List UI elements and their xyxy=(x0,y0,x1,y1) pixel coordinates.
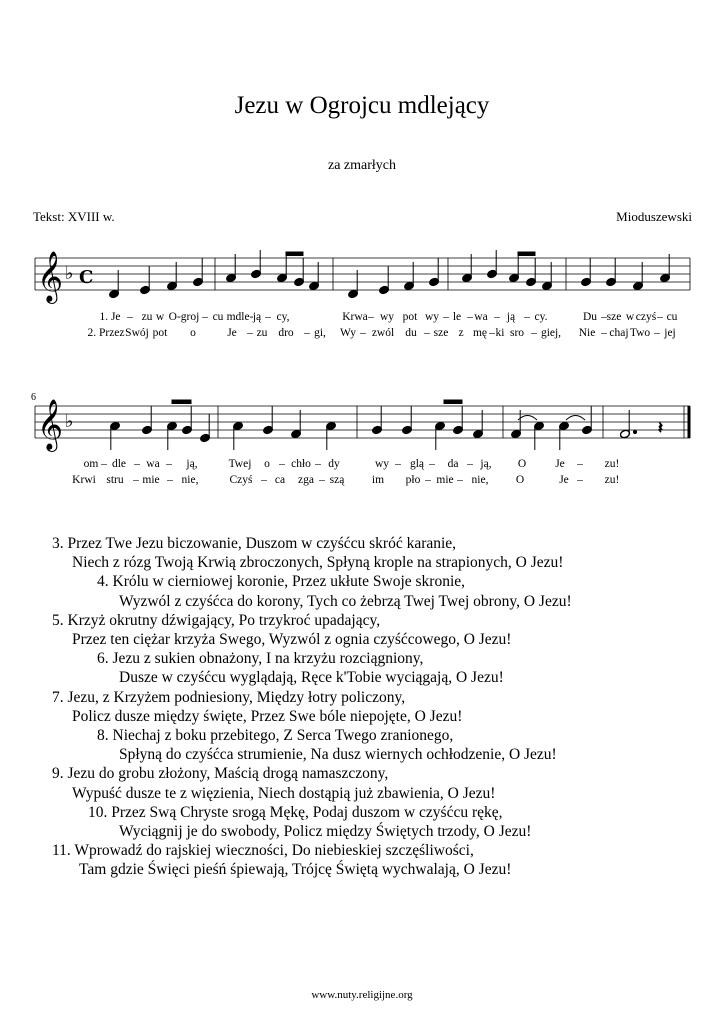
lyric-syllable: o xyxy=(190,327,196,339)
note-head xyxy=(526,277,537,287)
lyric-syllable: sze xyxy=(433,327,449,339)
lyric-syllable: wa xyxy=(474,311,488,323)
lyric-syllable: – xyxy=(467,311,473,323)
lyric-syllable: Twej xyxy=(228,458,252,470)
note-head xyxy=(559,421,570,431)
lyric-syllable: – xyxy=(524,311,530,323)
note-head xyxy=(291,429,302,439)
lyric-syllable: pot xyxy=(152,327,168,339)
lyric-syllable: – xyxy=(166,458,172,470)
lyric-syllable: – xyxy=(531,327,537,339)
lyric-syllable: dle xyxy=(111,458,127,470)
note-head xyxy=(402,425,413,435)
lyric-syllable: Krwi xyxy=(72,474,96,486)
verse-line: Dusze w czyśćcu wyglądają, Ręce k'Tobie wyciągają, O Jezu! xyxy=(119,669,504,687)
verse-line: Przez ten ciężar krzyża Swego, Wyzwól z ognia czyśćcowego, O Jezu! xyxy=(72,631,512,648)
lyric-syllable: zu! xyxy=(604,458,620,470)
svg-text:C: C xyxy=(79,267,94,288)
lyric-syllable: stru xyxy=(106,474,124,486)
verse-line: 5. Krzyż okrutny dźwigający, Po trzykroć upadający, xyxy=(52,611,381,629)
composer-credit: Mioduszewski xyxy=(616,209,692,224)
lyric-syllable: gi, xyxy=(314,327,326,339)
lyric-syllable: zwól xyxy=(371,327,395,339)
song-title: Jezu w Ogrojcu mdlejący xyxy=(234,92,490,119)
lyric-syllable: du xyxy=(405,327,417,339)
svg-text:♭: ♭ xyxy=(65,263,74,284)
note-head xyxy=(379,285,390,295)
svg-text:𝄽: 𝄽 xyxy=(658,420,663,437)
song-subtitle: za zmarłych xyxy=(327,158,396,173)
lyric-syllable: wy xyxy=(424,311,440,323)
lyric-syllable: 1. Je xyxy=(99,311,121,323)
lyric-syllable: im xyxy=(371,474,385,486)
lyric-syllable: pło xyxy=(405,474,421,486)
lyric-syllable: szą xyxy=(329,474,345,486)
lyric-syllable: mdle- xyxy=(226,311,254,323)
lyric-syllable: – xyxy=(133,474,139,486)
verse-line: 7. Jezu, z Krzyżem podniesiony, Między łotry policzony, xyxy=(52,688,406,706)
verse-line: 8. Niechaj z boku przebitego, Z Serca Twego zranionego, xyxy=(97,727,454,744)
verse-line: 3. Przez Twe Jezu biczowanie, Duszom w czyśćcu skróć karanie, xyxy=(52,535,457,552)
lyric-syllable: – xyxy=(395,458,401,470)
note-head xyxy=(511,429,522,439)
note-head xyxy=(487,269,498,279)
text-credit: Tekst: XVIII w. xyxy=(33,209,115,224)
lyric-syllable: z xyxy=(458,327,464,339)
lyric-syllable: cu xyxy=(666,311,678,323)
note-beam xyxy=(444,400,462,404)
note-head xyxy=(473,429,484,439)
note-head xyxy=(404,281,415,291)
note-head xyxy=(435,421,446,431)
lyric-syllable: jej xyxy=(664,327,676,339)
note-head xyxy=(372,425,383,435)
note-head xyxy=(429,277,440,287)
note-head xyxy=(233,421,244,431)
lyric-syllable: – xyxy=(467,458,473,470)
verse-line: Niech z rózg Twoją Krwią zbroczonych, Spłyną krople na strapionych, O Jezu! xyxy=(72,554,564,572)
verse-line: Policz dusze między święte, Przez Swe bóle niepojęte, O Jezu! xyxy=(72,707,463,725)
note-head xyxy=(142,425,153,435)
lyric-syllable: – xyxy=(167,474,173,486)
slur xyxy=(518,416,537,421)
lyric-syllable: Je xyxy=(559,474,569,486)
verse-line: 4. Królu w cierniowej koronie, Przez ukłute Swoje skronie, xyxy=(97,573,466,591)
lyric-syllable: – xyxy=(425,474,431,486)
lyric-syllable: mie xyxy=(142,474,160,486)
lyric-syllable: – xyxy=(315,458,321,470)
lyric-syllable: – xyxy=(494,311,500,323)
lyric-syllable: da xyxy=(447,458,459,470)
note-head xyxy=(167,421,178,431)
note-head xyxy=(509,273,520,283)
note-head xyxy=(660,273,671,283)
lyric-syllable: – xyxy=(429,458,435,470)
verse-line: Spłyną do czyśćca strumienie, Na dusz wiernych ochłodzenie, O Jezu! xyxy=(119,746,557,764)
note-head xyxy=(633,281,644,291)
lyric-syllable: O xyxy=(515,474,525,486)
lyric-syllable: ją xyxy=(506,311,516,323)
lyric-syllable: wa xyxy=(146,458,160,470)
lyric-syllable: giej, xyxy=(540,327,562,339)
note-head xyxy=(534,421,545,431)
lyric-syllable: – xyxy=(457,474,463,486)
note-head xyxy=(182,425,193,435)
lyric-syllable: Swój xyxy=(125,327,149,339)
lyric-syllable: – xyxy=(443,311,449,323)
verse-line: Tam gdzie Święci pieśń śpiewają, Trójcę Świętą wychwalają, O Jezu! xyxy=(79,861,512,879)
svg-text:𝄞: 𝄞 xyxy=(37,399,64,450)
lyric-syllable: Czyś xyxy=(229,474,253,486)
lyric-syllable: sro xyxy=(509,327,525,339)
lyric-syllable: Wy xyxy=(340,327,356,339)
lyric-syllable: – xyxy=(601,311,607,323)
note-head xyxy=(620,429,631,439)
lyric-syllable: – xyxy=(127,311,133,323)
lyric-syllable: – xyxy=(360,327,366,339)
slur xyxy=(566,416,585,421)
note-beam xyxy=(172,400,191,404)
lyric-syllable: mie xyxy=(436,474,454,486)
lyric-syllable: Krwa xyxy=(342,311,368,323)
lyric-syllable: sze xyxy=(606,311,622,323)
lyric-syllable: – xyxy=(424,327,430,339)
lyric-syllable: – xyxy=(304,327,310,339)
lyric-syllable: – xyxy=(265,311,271,323)
lyric-syllable: – xyxy=(279,458,285,470)
verse-line: 10. Przez Swą Chryste srogą Mękę, Podaj duszom w czyśćcu rękę, xyxy=(88,803,503,821)
note-beam xyxy=(286,252,303,256)
lyric-syllable: Two xyxy=(629,327,651,339)
note-head xyxy=(277,273,288,283)
lyric-syllable: wy xyxy=(374,458,390,470)
lyric-syllable: le xyxy=(452,311,462,323)
lyric-syllable: Je xyxy=(555,458,565,470)
lyric-syllable: ją, xyxy=(480,458,492,470)
verse-line: 9. Jezu do grobu złożony, Maścią drogą namaszczony, xyxy=(52,765,389,783)
lyric-syllable: zu! xyxy=(604,474,620,486)
lyric-syllable: – xyxy=(657,311,663,323)
note-head xyxy=(193,277,204,287)
lyric-syllable: – xyxy=(202,311,208,323)
lyric-syllable: – xyxy=(577,458,583,470)
lyric-syllable: cu xyxy=(212,311,224,323)
lyric-syllable: dro xyxy=(278,327,294,339)
lyric-syllable: ją xyxy=(252,311,262,323)
note-head xyxy=(581,277,592,287)
lyric-syllable: mę xyxy=(472,327,488,339)
lyric-syllable: – xyxy=(261,474,267,486)
lyric-syllable: zu xyxy=(256,327,268,339)
note-head xyxy=(109,289,120,299)
lyric-syllable: nie, xyxy=(181,474,199,486)
measure-number: 6 xyxy=(31,392,36,403)
lyric-syllable: wy xyxy=(379,311,395,323)
lyric-syllable: – xyxy=(319,474,325,486)
lyric-syllable: czyś xyxy=(635,311,657,323)
verse-line: Wyciągnij je do swobody, Policz między Świętych trzody, O Jezu! xyxy=(119,823,532,840)
lyric-syllable: – xyxy=(577,474,583,486)
verse-line: 6. Jezu z sukien obnażony, I na krzyżu rozciągniony, xyxy=(97,650,424,668)
lyric-syllable: – xyxy=(247,327,253,339)
lyric-syllable: – xyxy=(601,327,607,339)
lyric-syllable: chaj xyxy=(609,327,629,339)
svg-text:♭: ♭ xyxy=(65,411,74,432)
lyric-syllable: pot xyxy=(402,311,418,323)
note-head xyxy=(326,421,337,431)
lyric-syllable: o xyxy=(264,458,270,470)
lyric-syllable: cy, xyxy=(276,311,290,323)
note-head xyxy=(453,425,464,435)
note-head xyxy=(251,269,262,279)
note-head xyxy=(140,285,151,295)
lyric-syllable: chło xyxy=(291,458,311,470)
note-head xyxy=(167,281,178,291)
verse-line: Wyzwól z czyśćca do korony, Tych co żebrzą Twej Twej obrony, O Jezu! xyxy=(119,592,572,610)
note-head xyxy=(263,425,274,435)
lyric-syllable: ją, xyxy=(186,458,198,470)
note-beam xyxy=(518,252,535,256)
note-head xyxy=(348,289,359,299)
lyric-syllable: – xyxy=(368,311,374,323)
lyric-syllable: cy. xyxy=(534,311,548,323)
lyric-syllable: ca xyxy=(274,474,286,486)
lyric-syllable: – xyxy=(654,327,660,339)
svg-text:𝄞: 𝄞 xyxy=(37,251,64,302)
lyric-syllable: 2. Przez xyxy=(87,327,125,339)
lyric-syllable: zga xyxy=(298,474,314,486)
lyric-syllable: glą xyxy=(409,458,425,470)
lyric-syllable: zu xyxy=(141,311,153,323)
lyric-syllable: Je xyxy=(227,327,237,339)
lyric-syllable: nie, xyxy=(471,474,489,486)
lyric-syllable: w xyxy=(155,311,165,323)
note-head xyxy=(200,433,211,443)
lyric-syllable: – xyxy=(134,458,140,470)
note-head xyxy=(110,421,121,431)
lyric-syllable: Du xyxy=(582,311,598,323)
lyric-syllable: – xyxy=(489,327,495,339)
lyric-syllable: om xyxy=(83,458,99,470)
lyric-syllable: – xyxy=(101,458,107,470)
lyric-syllable: ki xyxy=(495,327,505,339)
verse-line: Wypuść dusze te z więzienia, Niech dostąpią już zbawienia, O Jezu! xyxy=(72,784,496,802)
note-head xyxy=(226,273,237,283)
note-head xyxy=(582,425,593,435)
lyric-syllable: dy xyxy=(328,458,340,470)
lyric-syllable: O-groj xyxy=(168,311,200,323)
lyric-syllable: O xyxy=(517,458,527,470)
verse-line: 11. Wprowadź do rajskiej wieczności, Do niebieskiej szczęśliwości, xyxy=(52,842,474,860)
footer-url[interactable]: www.nuty.religijne.org xyxy=(311,989,413,1001)
note-head xyxy=(309,281,320,291)
note-head xyxy=(462,273,473,283)
note-head xyxy=(542,281,553,291)
lyric-syllable: w xyxy=(625,311,635,323)
lyric-syllable: Nie xyxy=(578,327,596,339)
note-head xyxy=(294,277,305,287)
note-head xyxy=(606,277,617,287)
